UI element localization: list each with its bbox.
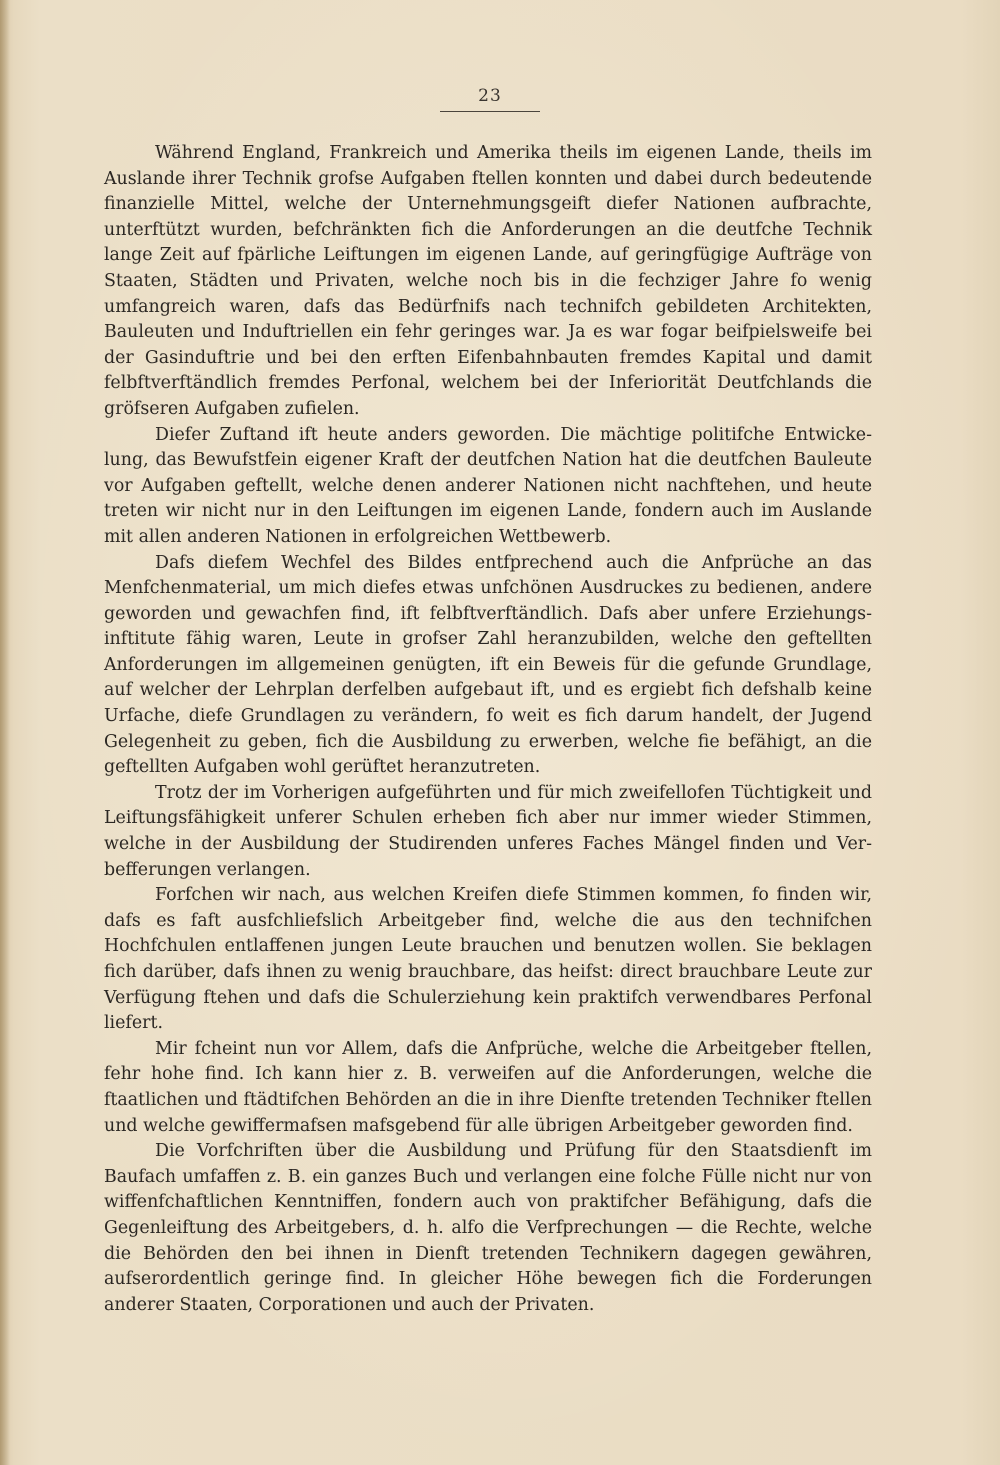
paragraph-2: Diefer Zuftand ift heute anders geworden. Die mächtige politifche Entwickelung, das Bewufstfein eigener Kraft der deutfchen Nation hat die deutfchen Bauleute vor Aufgaben geftellt, welche denen anderer Nationen nicht nachftehen, und heute treten wir nicht nur in den Leiftungen im eigenen Lande, fondern auch im Auslande mit allen anderen Nationen in erfolgreichen Wettbewerb. (104, 424, 872, 547)
paragraph-7: Die Vorfchriften über die Ausbildung und Prüfung für den Staatsdienft im Baufach umfaffen z. B. ein ganzes Buch und verlangen eine folche Fülle nicht nur von wiffenfchaftlichen Kenntniffen, fondern auch von praktifcher Befähigung, dafs die Gegenleiftung des Arbeitgebers, d. h. alfo die Verfprechungen — die Rechte, welche die Behörden den bei ihnen in Dienft tretenden Technikern dagegen gewähren, aufserordentlich geringe find. In gleicher Höhe bewegen fich die Forderungen anderer Staaten, Corporationen und auch der Privaten. (104, 1141, 872, 1315)
paragraph-1: Während England, Frankreich und Amerika theils im eigenen Lande, theils im Auslande ihrer Technik grofse Aufgaben ftellen konnten und dabei durch bedeutende finanzielle Mittel, welche der Unternehmungsgeift diefer Nationen aufbrachte, unterftützt wurden, befchränkten fich die Anforderungen an die deutfche Technik lange Zeit auf fpärliche Leiftungen im eigenen Lande, auf geringfügige Aufträge von Staaten, Städten und Privaten, welche noch bis in die fechziger Jahre fo wenig umfangreich waren, dafs das Bedürfnifs nach technifch gebildeten Architekten, Bauleuten und Induftriellen ein fehr geringes war. Ja es war fogar beifpielsweife bei der Gasinduftrie und bei den erften Eifenbahnbauten fremdes Kapital und damit felbftverftändlich fremdes Perfonal, welchem bei der Inferiorität Deutfchlands die gröfseren Aufgaben zufielen. (104, 143, 872, 419)
page-number: 23 (478, 86, 502, 106)
paragraph-6: Mir fcheint nun vor Allem, dafs die Anfprüche, welche die Arbeitgeber ftellen, fehr hohe find. Ich kann hier z. B. verweifen auf die Anforderungen, welche die ftaatlichen und ftädtifchen Behörden an die in ihre Dienfte tretenden Techniker ftellen und welche gewiffermafsen mafsgebend für alle übrigen Arbeitgeber geworden find. (104, 1038, 872, 1136)
paragraph-5: Forfchen wir nach, aus welchen Kreifen diefe Stimmen kommen, fo finden wir, dafs es faft ausfchliefslich Arbeitgeber find, welche die aus den technifchen Hochfchulen entlaffenen jungen Leute brauchen und benutzen wollen. Sie beklagen fich darüber, dafs ihnen zu wenig brauchbare, das heifst: direct brauchbare Leute zur Verfügung ftehen und dafs die Schulerziehung kein praktifch verwendbares Perfonal liefert. (104, 885, 872, 1034)
paragraph-4: Trotz der im Vorherigen aufgeführten und für mich zweifellofen Tüchtigkeit und Leiftungsfähigkeit unferer Schulen erheben fich aber nur immer wieder Stimmen, welche in der Ausbildung der Studirenden unferes Faches Mängel finden und Verbefferungen verlangen. (104, 782, 872, 880)
body-text (104, 141, 872, 1318)
paragraph-3: Dafs diefem Wechfel des Bildes entfprechend auch die Anfprüche an das Menfchenmaterial, um mich diefes etwas unfchönen Ausdruckes zu bedienen, andere geworden und gewachfen find, ift felbftverftändlich. Dafs aber unfere Erziehungsinftitute fähig waren, Leute in grofser Zahl heranzubilden, welche den geftellten Anforderungen im allgemeinen genügten, ift ein Beweis für die gefunde Grundlage, auf welcher der Lehrplan derfelben aufgebaut ift, und es ergiebt fich defshalb keine Urfache, diefe Grundlagen zu verändern, fo weit es fich darum handelt, der Jugend Gelegenheit zu geben, fich die Ausbildung zu erwerben, welche fie befähigt, an die geftellten Aufgaben wohl gerüftet heranzutreten. (104, 552, 872, 778)
binding-edge (0, 0, 10, 1465)
page-number-rule (440, 111, 540, 112)
